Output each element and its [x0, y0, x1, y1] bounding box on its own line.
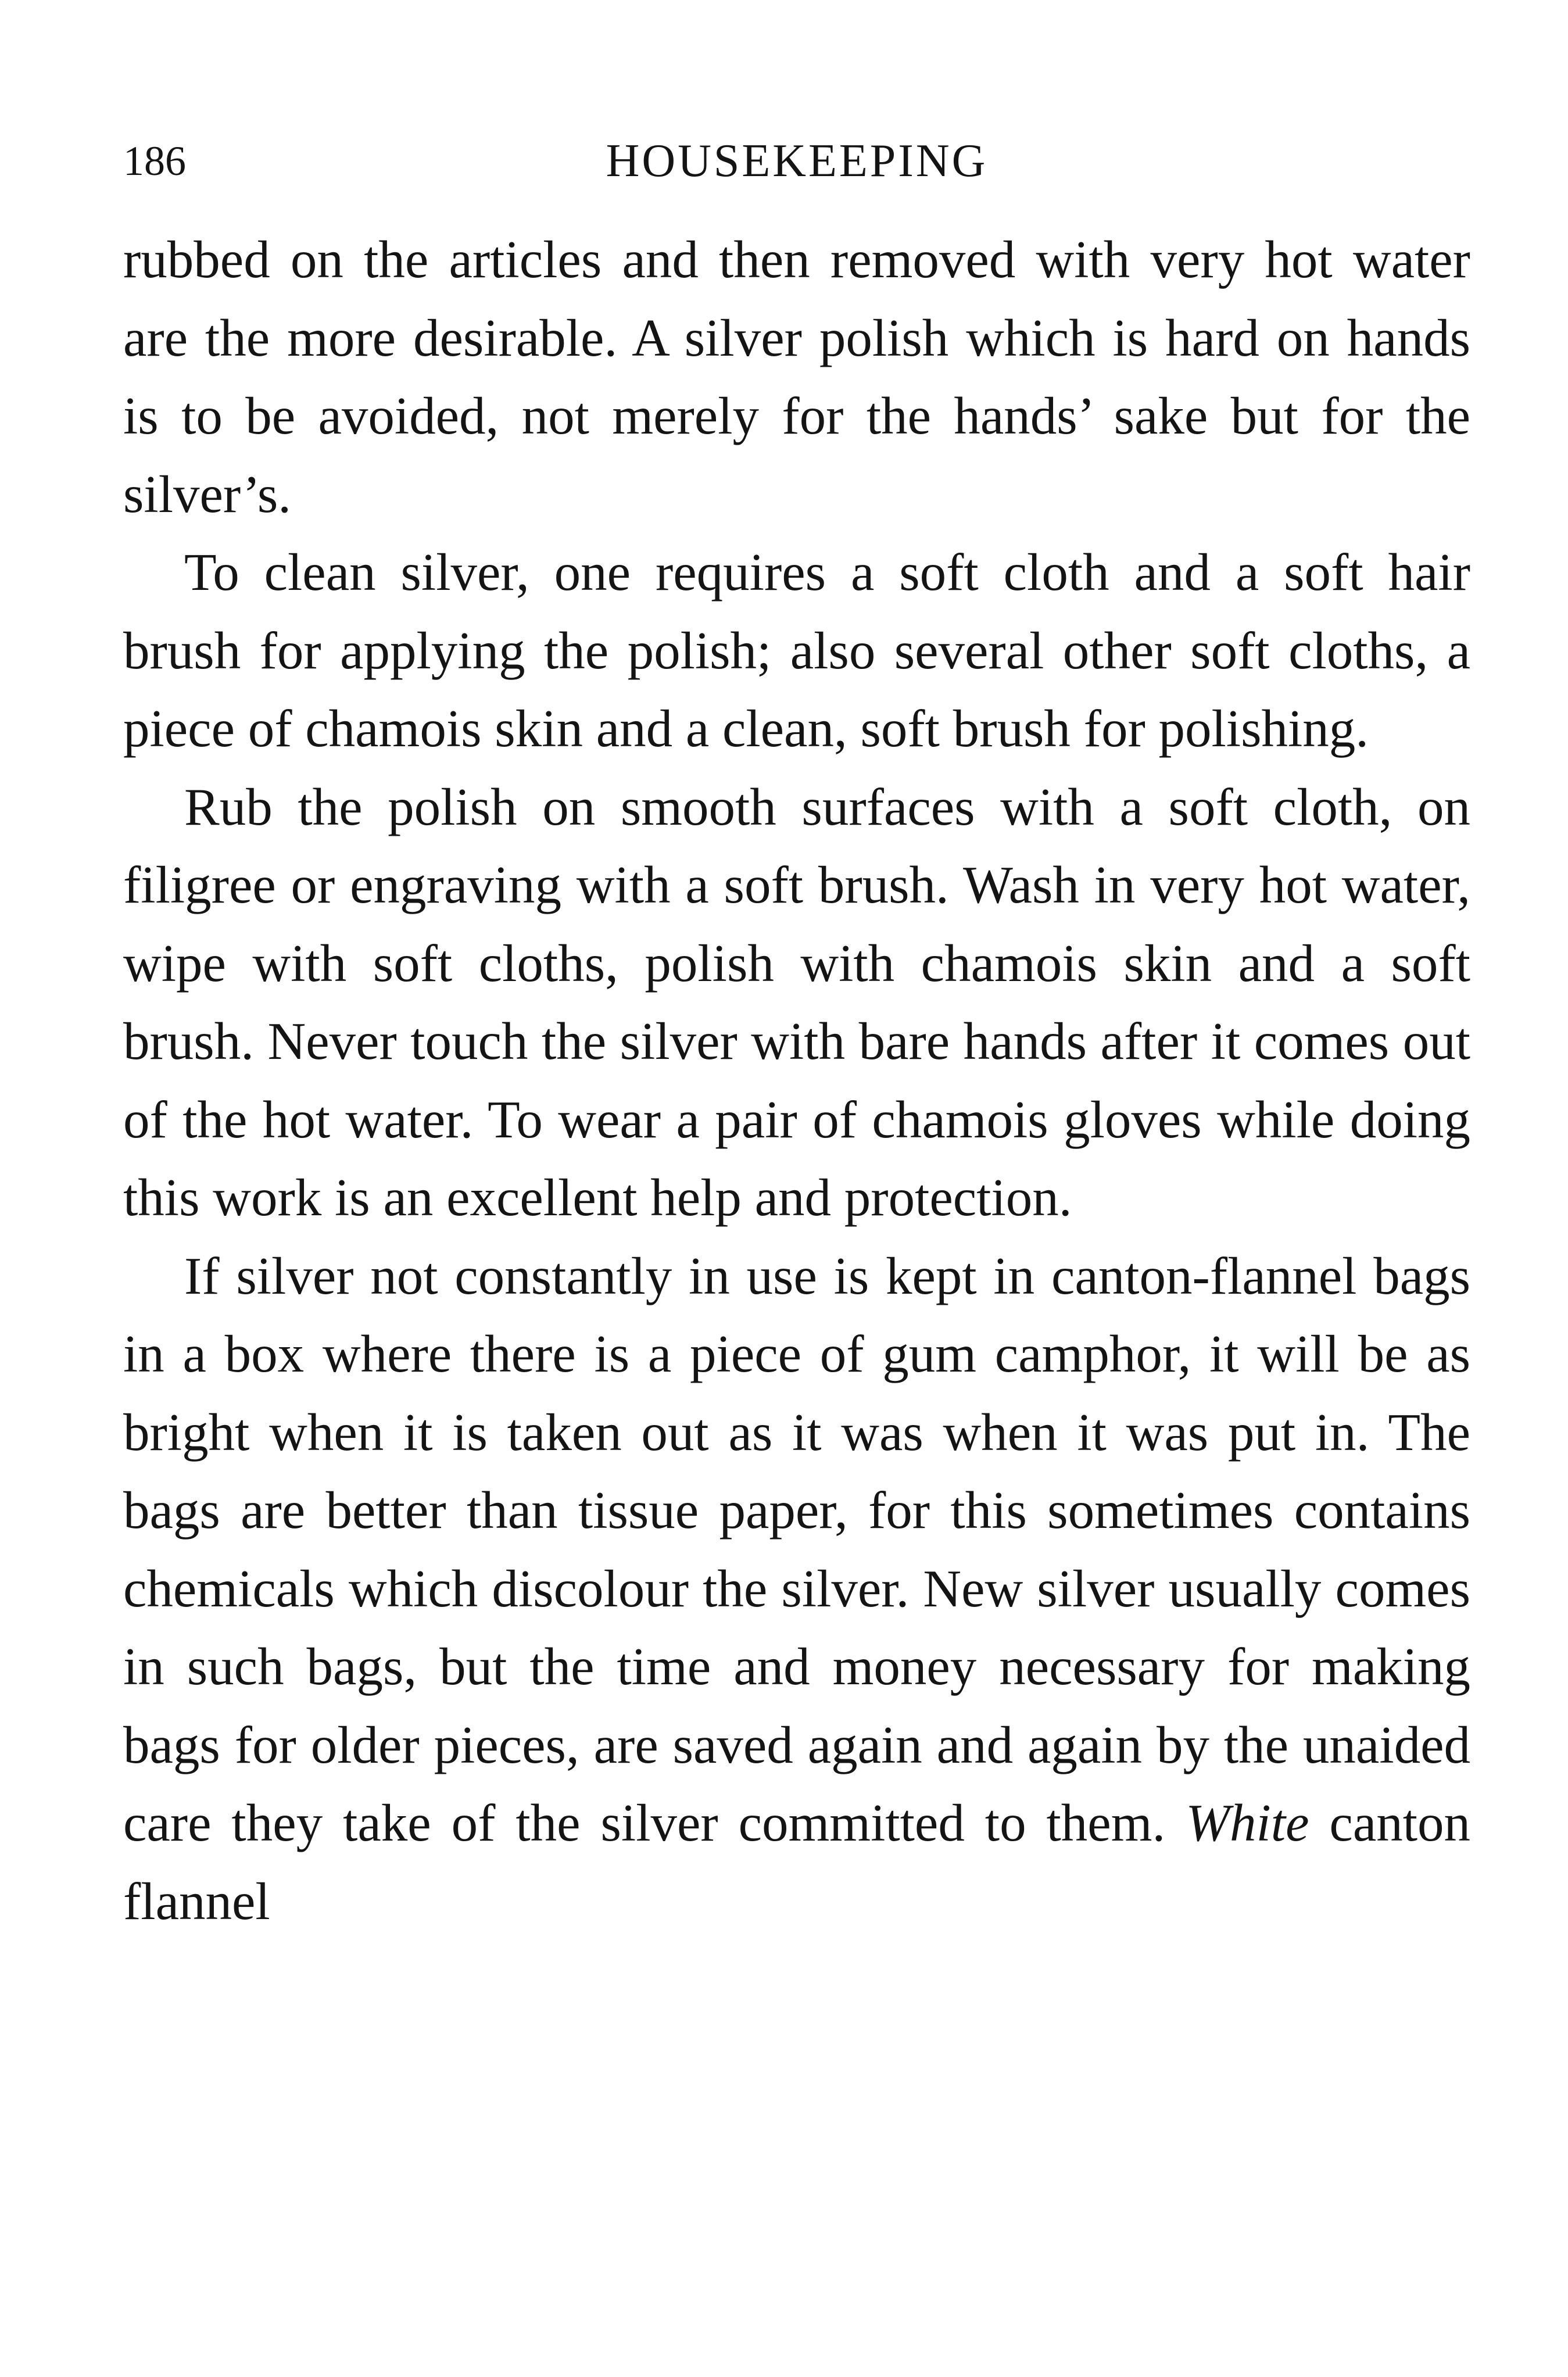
storage-text: If silver not constantly in use is kept in canton-flannel bags in a box where there is a piece of gum camphor, it will be as bright when it is taken out as it was when it was put in. The bags are better than tissue paper, for this sometimes contains chemicals which discolour the silver. New silver usually comes in such bags, but the time and money necessary for making bags for older pieces, are saved again and again by the unaided care they take of the silver committed to them.: [123, 1246, 1470, 1852]
page-number: 186: [123, 138, 186, 184]
body-text: [123, 221, 1470, 1941]
paragraph-storage: [123, 1237, 1470, 1941]
italic-emphasis: White: [1186, 1794, 1309, 1852]
paragraph-polishing-method: Rub the polish on smooth surfaces with a soft cloth, on filigree or engraving with a soft brush. Wash in very hot water, wipe with soft cloths, polish with chamois skin and a soft brush. Never touch the silver with bare hands after it comes out of the hot water. To wear a pair of chamois gloves while doing this work is an excellent help and protection.: [123, 777, 1470, 1227]
paragraph-continued: rubbed on the articles and then removed with very hot water are the more desirable. A silver polish which is hard on hands is to be avoided, not merely for the hands’ sake but for the silver’s.: [123, 230, 1470, 524]
running-title: HOUSEKEEPING: [606, 135, 988, 187]
running-head: [123, 129, 1470, 193]
storage-text-end: canton flannel: [123, 1794, 1470, 1931]
paragraph-cleaning-tools: To clean silver, one requires a soft cloth and a soft hair brush for applying the polish; also several other soft cloths, a piece of chamois skin and a clean, soft brush for polishing.: [123, 543, 1470, 758]
